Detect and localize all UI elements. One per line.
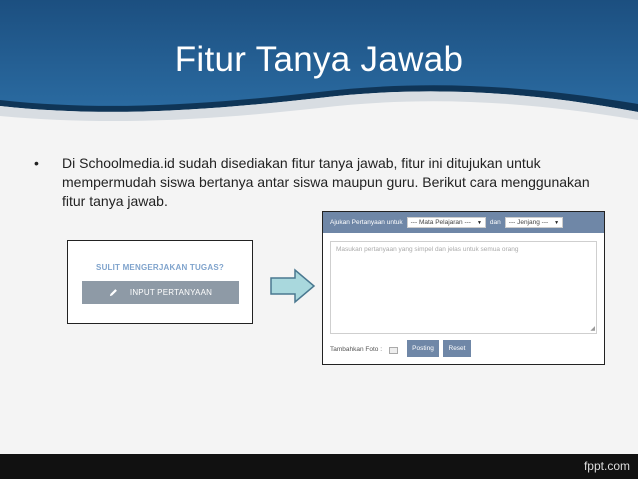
form-connector: dan — [489, 219, 501, 226]
bullet-item — [34, 154, 604, 211]
image-upload-icon[interactable] — [389, 347, 398, 354]
form-header — [323, 212, 604, 233]
bullet-marker: • — [34, 155, 39, 171]
post-button[interactable]: Posting — [407, 340, 439, 357]
help-card — [67, 240, 253, 324]
question-textarea[interactable] — [330, 241, 597, 334]
right-arrow-icon — [270, 268, 316, 304]
photo-label: Tambahkan Foto : — [330, 346, 383, 353]
level-select[interactable] — [505, 217, 563, 228]
form-prompt: Ajukan Pertanyaan untuk — [330, 219, 403, 226]
help-heading: SULIT MENGERJAKAN TUGAS? — [96, 263, 224, 272]
subject-select-value: --- Mata Pelajaran --- — [410, 219, 471, 226]
level-select-value: --- Jenjang --- — [508, 219, 549, 226]
subject-select[interactable] — [407, 217, 486, 228]
input-question-button[interactable] — [82, 281, 239, 304]
pencil-icon — [109, 288, 118, 297]
reset-button[interactable]: Reset — [443, 340, 471, 357]
textarea-placeholder: Masukan pertanyaan yang simpel dan jelas untuk semua orang — [336, 246, 519, 253]
footer-brand: fppt.com — [583, 459, 630, 473]
question-form — [322, 211, 605, 365]
resize-grip-icon[interactable]: ◢ — [590, 326, 595, 332]
slide-title: Fitur Tanya Jawab — [174, 40, 464, 79]
chevron-down-icon: ▼ — [554, 219, 560, 226]
chevron-down-icon: ▼ — [476, 219, 482, 226]
footer-bar — [0, 454, 638, 479]
bullet-text: Di Schoolmedia.id sudah disediakan fitur tanya jawab, fitur ini ditujukan untuk mempermudah siswa bertanya antar siswa maupun guru. Berikut cara menggunakan fitur tanya jawab. — [62, 155, 590, 209]
input-question-label: INPUT PERTANYAAN — [129, 288, 213, 297]
